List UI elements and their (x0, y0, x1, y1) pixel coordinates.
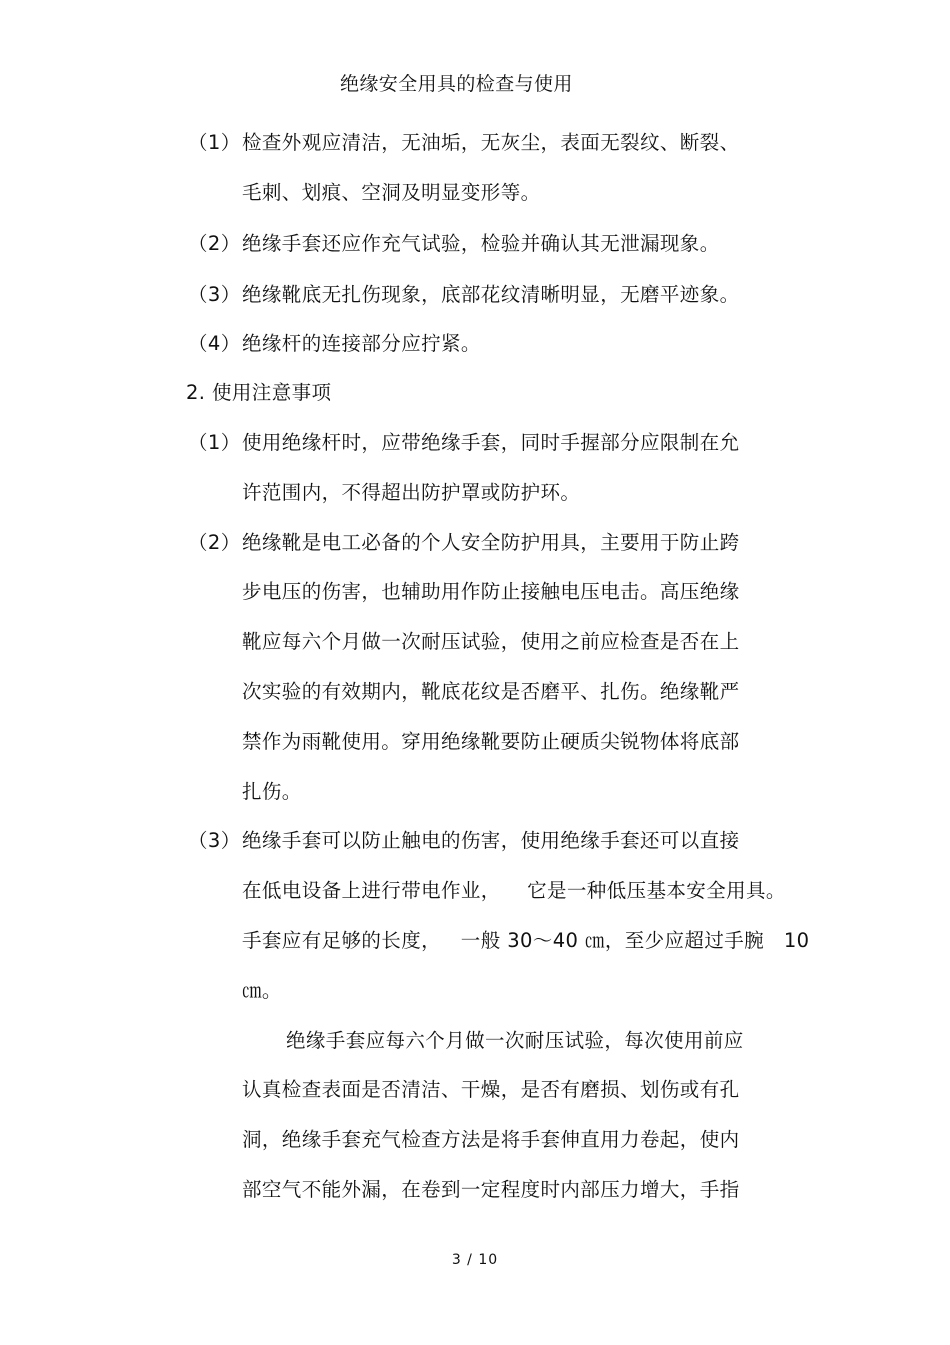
check-item-4-line-1: 绝缘杆的连接部分应拧紧。 (242, 332, 481, 355)
usage-item-3-line: 绝缘手套可以防止触电的伤害，使用绝缘手套还可以直接 (242, 829, 740, 852)
usage-item-2-number: （2） (188, 531, 241, 554)
paragraph-line: 部空气不能外漏，在卷到一定程度时内部压力增大，手指 (242, 1178, 740, 1201)
usage-item-2-line: 禁作为雨靴使用。穿用绝缘靴要防止硬质尖锐物体将底部 (242, 730, 740, 753)
page-number: 3 / 10 (451, 1252, 499, 1268)
paragraph-line: 认真检查表面是否清洁、干燥，是否有磨损、划伤或有孔 (242, 1078, 740, 1101)
usage-item-3-number: （3） (188, 829, 241, 852)
usage-item-2-line: 绝缘靴是电工必备的个人安全防护用具，主要用于防止跨 (242, 531, 740, 554)
usage-item-2-line: 扎伤。 (242, 780, 302, 803)
usage-item-2-line: 靴应每六个月做一次耐压试验，使用之前应检查是否在上 (242, 630, 740, 653)
paragraph-line: 洞，绝缘手套充气检查方法是将手套伸直用力卷起，使内 (242, 1128, 740, 1151)
check-item-1-number: （1） (188, 131, 241, 154)
check-item-3-line-1: 绝缘靴底无扎伤现象，底部花纹清晰明显，无磨平迹象。 (242, 283, 740, 306)
usage-item-1-line: 使用绝缘杆时，应带绝缘手套，同时手握部分应限制在允 (242, 431, 740, 454)
check-item-1-line-2: 毛刺、划痕、空洞及明显变形等。 (242, 181, 541, 204)
check-item-4-number: （4） (188, 332, 241, 355)
usage-item-1-line: 许范围内，不得超出防护罩或防护环。 (242, 481, 581, 504)
usage-item-2-line: 步电压的伤害，也辅助用作防止接触电压电击。高压绝缘 (242, 580, 740, 603)
paragraph-line: 绝缘手套应每六个月做一次耐压试验，每次使用前应 (286, 1029, 744, 1052)
usage-item-3-line: 手套应有足够的长度， 一般 30～40 ㎝，至少应超过手腕 10 (242, 929, 810, 952)
page-title: 绝缘安全用具的检查与使用 (340, 73, 573, 95)
check-item-2-number: （2） (188, 232, 241, 255)
usage-item-1-number: （1） (188, 431, 241, 454)
usage-item-3-line: ㎝。 (242, 979, 282, 1002)
check-item-2-line-1: 绝缘手套还应作充气试验，检验并确认其无泄漏现象。 (242, 232, 720, 255)
section-2-heading: 2. 使用注意事项 (186, 381, 332, 404)
check-item-1-line-1: 检查外观应清洁，无油垢，无灰尘，表面无裂纹、断裂、 (242, 131, 740, 154)
check-item-3-number: （3） (188, 283, 241, 306)
usage-item-3-line: 在低电设备上进行带电作业， 它是一种低压基本安全用具。 (242, 879, 786, 902)
usage-item-2-line: 次实验的有效期内，靴底花纹是否磨平、扎伤。绝缘靴严 (242, 680, 740, 703)
